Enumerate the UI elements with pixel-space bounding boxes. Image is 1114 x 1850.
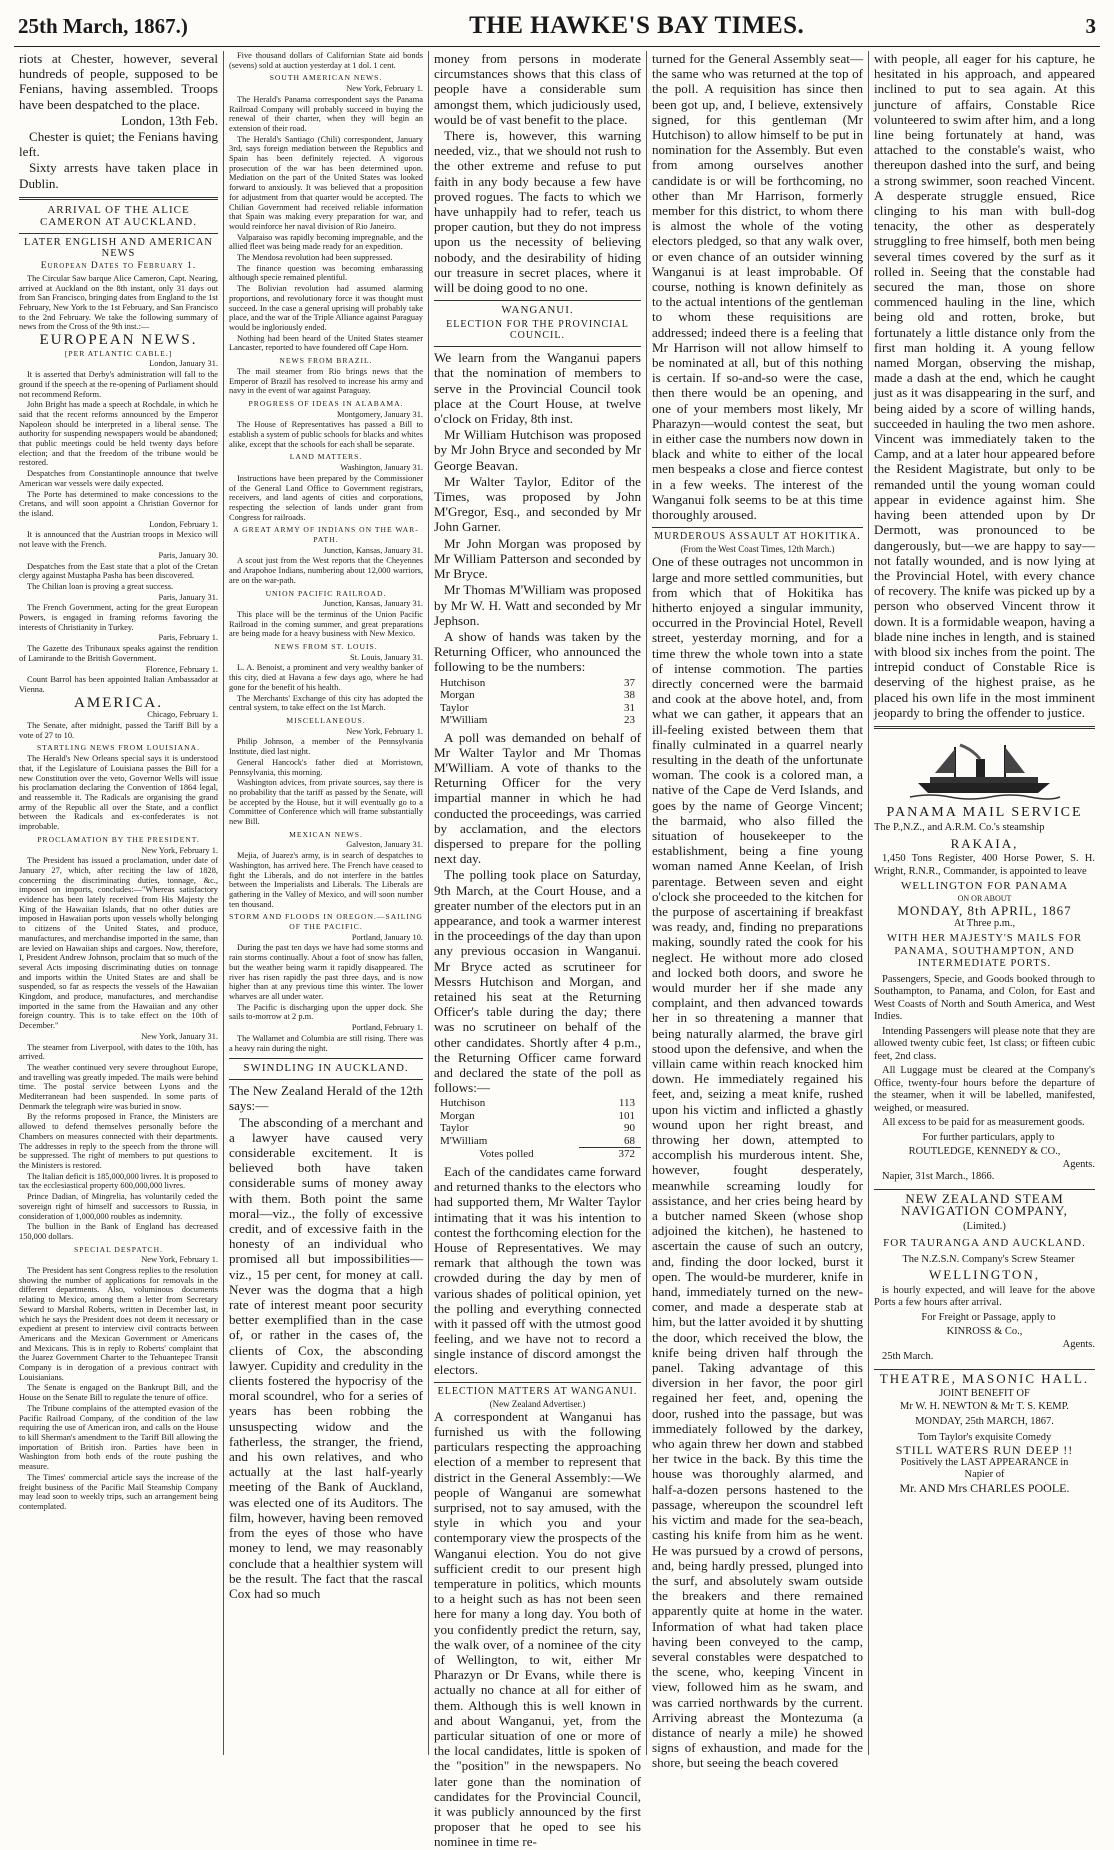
paragraph: The Senate, after midnight, passed the Tariff Bill by a vote of 27 to 10. bbox=[19, 721, 218, 740]
paragraph: The steamer from Liverpool, with dates to the 10th, has arrived. bbox=[19, 1042, 218, 1062]
table-row bbox=[434, 714, 641, 727]
section-subheadline: PROGRESS OF IDEAS IN ALABAMA. bbox=[248, 398, 404, 408]
paragraph: The Pacific is discharging upon the upper dock. She sails to-morrow at 2 p.m. bbox=[229, 1002, 423, 1022]
paragraph: Mr William Hutchison was proposed by Mr John Bryce and seconded by Mr George Beavan. bbox=[434, 427, 641, 473]
ad-line: The N.Z.S.N. Company's Screw Steamer bbox=[902, 1253, 1075, 1265]
ad-line: JOINT BENEFIT OF bbox=[939, 1388, 1030, 1400]
section-subheadline: NEWS FROM BRAZIL. bbox=[279, 356, 373, 366]
vote-count: 90 bbox=[624, 1122, 635, 1135]
article-headline: ARRIVAL OF THE ALICE CAMERON AT AUCKLAND. bbox=[39, 203, 197, 228]
paragraph: The polling took place on Saturday, 9th March, at the Court House, and a greater number of the electors put in an appearance, and took a warmer interest in the proceedings of the day than upon any previous occasion in Wanganui. Mr Bryce acted as scrutineer for Messrs Hutchison and Morgan, and retained his seat at the Returning Officer's table during the day; there was no scrutineer on behalf of the other candidates. Shortly after 4 p.m., the Returning Officer came forward and declared the state of the poll as follows:— bbox=[434, 867, 641, 1096]
ad-line: is hourly expected, and will leave for the above Ports a few hours after arrival. bbox=[874, 1284, 1095, 1309]
table-row bbox=[434, 677, 641, 690]
paragraph: John Bright has made a speech at Rochdale, in which he said that the recent reforms announced by the Emperor Napoleon should be interpreted in a liberal sense. The authority for suspending newspapers would be abandoned; that public meetings could be held twenty days before election; and that the freedom of the tribune would be restored. bbox=[19, 400, 218, 468]
paragraph: A poll was demanded on behalf of Mr Walter Taylor and Mr Thomas M'William. A vote of thanks to the Returning Officer for the very impartial manner in which he had conducted the proceedings, was carried by acclamation, and the electors dispersed to prepare for the polling next day. bbox=[434, 729, 641, 867]
divider bbox=[434, 1382, 641, 1383]
paragraph: L. A. Benoist, a prominent and very wealthy banker of this city, died at Havana a few days ago, where he had gone for the benefit of his health. bbox=[229, 663, 423, 692]
dateline: Washington, January 31. bbox=[340, 463, 423, 473]
section-subheadline: SPECIAL DESPATCH. bbox=[73, 1244, 164, 1254]
agent-name: KINROSS & Co., bbox=[946, 1326, 1023, 1338]
paragraph: This place will be the terminus of the Union Pacific Railroad in the coming summer, and great preparations are being made for a heavy business with New Mexico. bbox=[229, 609, 423, 639]
ad-line: Mr W. H. NEWTON & Mr T. S. KEMP. bbox=[900, 1400, 1069, 1412]
paragraph: Chester is quiet; the Fenians having left. bbox=[19, 129, 218, 160]
section-subheadline: A GREAT ARMY OF INDIANS ON THE WAR-PATH. bbox=[233, 525, 419, 545]
dateline: St. Louis, January 31. bbox=[349, 652, 423, 662]
table-row bbox=[434, 1097, 641, 1110]
dateline: Portland, January 10. bbox=[351, 932, 423, 942]
ad-line: All excess to be paid for as measurement goods. bbox=[882, 1117, 1085, 1129]
ad-headline: THEATRE, MASONIC HALL. bbox=[879, 1370, 1090, 1386]
paragraph: The absconding of a merchant and a lawyer have caused very considerable excitement. It is believed both have taken considerable sums of money away with them. Both point the same moral—viz., the folly of excessive credit, and of excessive faith in the honesty of an individual who promised all but impossibilities—viz., 15 per cent, for money at call. Never was the dogma that a high rate of interest meant poor security better exemplified than in the case of, or rather in the cases of, the clients of Cox, the absconding lawyer. Cupidity and credulity in the clients fostered the hypocrisy of the moral scoundrel, who for a series of years has been robbing the unsuspecting widow and the fatherless, the stranger, the friend, and his own relatives, and who actually at the last half-yearly meeting of the Bank of Auckland, was elected one of its Auditors. The film, however, having been removed from the eyes of those who have money to lend, we may reasonably conclude that a healthier system will be the result. The fact that the rascal Cox had so much bbox=[229, 1114, 423, 1601]
ad-line: 1,450 Tons Register, 400 Horse Power, S. H. Wright, R.N.R., Commander, is appointed to leave bbox=[874, 853, 1095, 877]
section-headline: AMERICA. bbox=[74, 694, 163, 711]
paragraph: The Porte has determined to make concessions to the Cretans, and will soon appoint a Christian Governor for the island. bbox=[19, 489, 218, 518]
paragraph: with people, all eager for his capture, he hesitated in his approach, and appeared inclined to put to sea again. At this juncture of affairs, Constable Rice volunteered to swim after him, and a long line being fortunately at hand, was attached to the constable's waist, who thereupon dashed into the surf, and being a strong swimmer, soon reached Vincent. A desperate struggle ensued, Rice clinging to his man with bull-dog tenacity, the other as desperately struggling to free himself, both men being several times covered by the surf as it rolled in. Seeing that the constable had secured the man, those on shore commenced hauling in the line, which being old and rotten, broke, but fortunately a little distance only from the first man holding it. A young fellow named Morgan, observing the mishap, made a dash at the end, which he caught just as it was disappearing in the surf, and being aided by a score of willing hands, succeeded in hauling the two men ashore. Vincent was immediately taken to the Camp, and at a later hour appeared before the Resident Magistrate, but only to be remanded until the young woman could appear in evidence against him. She having been attended upon by Dr Dermott, was pronounced to be dangerously, but—we are happy to say—not fatally wounded, and is now lying at the Provincial Hotel, with every chance of recovery. The knife was picked up by a person who observed Vincent throw it down. It is a formidable weapon, having a blade nine inches in length, and is stained with blood six inches from the point. The intrepid conduct of Constable Rice is deserving of the highest praise, as he placed his own life in the most imminent jeopardy to bring the offender to justice. bbox=[874, 51, 1095, 720]
nz-steam-ad bbox=[874, 1190, 1095, 1364]
ad-line: (Limited.) bbox=[963, 1220, 1006, 1232]
article-headline: ELECTION MATTERS AT WANGANUI. bbox=[437, 1385, 638, 1397]
paragraph: The weather continued very severe throughout Europe, and travelling was greatly impeded. The mails were behind time. The postal service between Lyons and the Mediterranean had been suspended. In some parts of Denmark the telegraph wire was buried in snow. bbox=[19, 1062, 218, 1111]
ad-line: Agents. bbox=[1062, 1338, 1095, 1350]
paragraph: The Senate is engaged on the Bankrupt Bill, and the House on the Senate Bill to regulate the tenure of office. bbox=[19, 1383, 218, 1403]
masthead bbox=[14, 12, 1100, 47]
candidate-name: Morgan bbox=[440, 689, 475, 702]
ad-line: WITH HER MAJESTY'S MAILS FOR PANAMA, SOUTHAMPTON, AND INTERMEDIATE PORTS. bbox=[887, 933, 1082, 970]
dateline: Galveston, January 31. bbox=[346, 840, 423, 850]
paragraph: By the reforms proposed in France, the Ministers are allowed to defend themselves personally before the Chambers on measures connected with their departments. The addresses in reply to the speech from the throne will be suppressed. The right of members to put questions to the Ministers is restored. bbox=[19, 1112, 218, 1170]
ad-line: At Three p.m., bbox=[953, 917, 1016, 929]
paragraph: Mr Walter Taylor, Editor of the Times, was proposed by John M'Gregor, Esq., and seconded by Mr John Garner. bbox=[434, 473, 641, 535]
divider bbox=[874, 1369, 1095, 1370]
divider bbox=[652, 527, 863, 528]
ad-headline: NEW ZEALAND STEAM NAVIGATION COMPANY, bbox=[901, 1190, 1068, 1219]
table-row bbox=[434, 689, 641, 702]
paragraph: Mr John Morgan was proposed by Mr William Patterson and seconded by Mr Bryce. bbox=[434, 535, 641, 582]
steamship-icon bbox=[910, 739, 1060, 801]
paragraph: The Tribune complains of the attempted evasion of the Pacific Railroad Company, of the condition of the law requiring the use of American iron, and calls on the House to kill Sherman's amendment to the Tariff Bill allowing the importation of British iron. Parties have been in Washington from both ends of the route pushing the measure. bbox=[19, 1403, 218, 1472]
dateline: Paris, January 30. bbox=[158, 550, 218, 560]
total-votes: 372 bbox=[579, 1148, 641, 1161]
table-row bbox=[434, 1148, 641, 1161]
vote-count: 37 bbox=[624, 676, 635, 689]
divider bbox=[19, 233, 218, 234]
article-headline: SWINDLING IN AUCKLAND. bbox=[243, 1062, 409, 1075]
paragraph: There is, however, this warning needed, viz., that we should not rush to the other extreme and refuse to put faith in any body because a few have proved rogues. The facts to which we have unhappily had to refer, teach us proper caution, but they do not impress upon us the necessity of believing nobody, and the desirability of hiding our treasure in secret places, where it will be doing good to no one. bbox=[434, 128, 641, 296]
article-subheadline: European Dates to February 1. bbox=[40, 260, 197, 271]
table-row bbox=[434, 1110, 641, 1123]
paragraph: Nothing had been heard of the United States steamer Lancaster, reported to have foundered off Cape Horn. bbox=[229, 333, 423, 353]
dateline: Portland, February 1. bbox=[351, 1023, 423, 1033]
article-subheadline: LATER ENGLISH AND AMERICAN NEWS bbox=[23, 236, 214, 259]
paragraph: Five thousand dollars of Californian State aid bonds (sevens) sold at auction yesterday at 1 dol. 1 cent. bbox=[229, 51, 423, 70]
vote-count: 68 bbox=[624, 1134, 635, 1147]
ship-name: RAKAIA, bbox=[950, 835, 1019, 851]
divider bbox=[874, 1189, 1095, 1190]
dateline: Junction, Kansas, January 31. bbox=[323, 545, 423, 555]
paragraph: The Herald's Santiago (Chili) correspondent, January 3rd, says foreign mediation between the Republics and Spain has been definitely rejected. A vigorous prosecution of the war has been determined upon. Mediation on the part of the United States was looked forward to anxiously. It was believed that a proposition for adjustment from that quarter would be accepted. The Chilian Government had received reliable information that Spain was making every preparation for war, and would reinforce her naval division of Rio Janeiro. bbox=[229, 134, 423, 231]
vote-count: 38 bbox=[624, 689, 635, 702]
divider bbox=[229, 1058, 423, 1059]
paragraph: The Gazette des Tribunaux speaks against the rendition of Lamirande to the British Government. bbox=[19, 644, 218, 663]
dateline: London, January 31. bbox=[149, 359, 218, 369]
paragraph: The President has issued a proclamation, under date of January 27, which, after reciting the law of 1828, concerning the discriminating duties, tonnage, &c., imposed on imports, concludes:—"Whereas satisfactory evidence has been lately received from His Majesty the King of the Hawaiian Islands, that no other duties are imposed in Hawaiian ports upon vessels wholly belonging to citizens of the United States, and produce, manufactures, and merchandise imported in the same, than are levied on Hawaiian ships and cargoes. Now, therefore, I, President Andrew Johnson, proclaim that so much of the several Acts imposing discriminating duties on tonnage and imports within the United States are and shall be suspended, so far as respects the vessels of the Hawaiian Kingdom, and produce, manufactures, and merchandise imported in the same from the Hawaiian and any other foreign country. This is to take effect on the 10th of December." bbox=[19, 856, 218, 1031]
table-row bbox=[434, 702, 641, 715]
page-number: 3 bbox=[1085, 14, 1096, 38]
divider bbox=[19, 197, 218, 200]
dateline: New York, February 1. bbox=[141, 845, 218, 855]
dateline: Montgomery, January 31. bbox=[337, 409, 423, 419]
section-subheadline: SOUTH AMERICAN NEWS. bbox=[269, 73, 383, 83]
paragraph: turned for the General Assembly seat—the same who was returned at the top of the poll. A requisition has since then been got up, and, I believe, extensively signed, for this gentleman (Mr Hutchison) to allow himself to be put in nomination for the Assembly. But even from among ourselves another candidate is or will be forthcoming, no other than Mr Harrison, formerly member for this district, to whom there is almost the whole of the voting electors pledged, so that any walk over, or even chance of an outsider winning Wanganui is at least improbable. Of course, nothing is known definitely as to the actual intentions of the gentleman to whom these requisitions are addressed; indeed there is a feeling that Mr Harrison will not allow himself to be nominated at all, but of this nothing is certain. If so-and-so were the case, then there would be an opening, and one of your members most likely, Mr Pharazyn—would contest the seat, but in either case the numbers now down in black and white to either of the local men bespeaks a close and fierce contest in a few weeks. The interest of the Wanganui folk seems to be at this time thoroughly aroused. bbox=[652, 51, 863, 523]
divider bbox=[874, 726, 1095, 729]
column-4 bbox=[647, 51, 869, 1771]
dateline: New York, January 31. bbox=[141, 1031, 218, 1041]
dateline: Paris, January 31. bbox=[158, 592, 218, 602]
paragraph: The Times' commercial article says the increase of the freight business of the Pacific Mail Steamship Company may lead soon to weekly trips, such an arrangement being contemplated. bbox=[19, 1472, 218, 1511]
paragraph: A scout just from the West reports that the Cheyennes and Arapohoe Indians, numbering about 12,000 warriors, are on the war-path. bbox=[229, 556, 423, 585]
paragraph: The mail steamer from Rio brings news that the Emperor of Brazil has resolved to increase his army and navy in the event of war against Paraguay. bbox=[229, 366, 423, 396]
column-2 bbox=[224, 51, 429, 1755]
paragraph: The Circular Saw barque Alice Cameron, Capt. Nearing, arrived at Auckland on the 8th instant, only 31 days out from San Francisco, bringing dates from England to the 1st February, New York to the 1st February, and San Francisco to the 2nd February. We take the following summary of news from the Cross of the 9th inst.:— bbox=[19, 273, 218, 332]
ad-line: For further particulars, apply to bbox=[922, 1131, 1055, 1143]
dateline: Paris, February 1. bbox=[158, 633, 218, 643]
total-label: Votes polled bbox=[479, 1148, 534, 1161]
dateline: New York, February 1. bbox=[346, 726, 423, 736]
dateline: Junction, Kansas, January 31. bbox=[323, 599, 423, 609]
dateline: Chicago, February 1. bbox=[147, 710, 218, 720]
paragraph: The French Government, acting for the great European Powers, is engaged in framing reforms favoring the interests of Christianity in Turkey. bbox=[19, 603, 218, 632]
paragraph: money from persons in moderate circumstances shows that this class of people have a considerable sum amongst them, which judiciously used, would be of vast benefit to the place. bbox=[434, 51, 641, 127]
paragraph: The Herald's Panama correspondent says the Panama Railroad Company will probably succeed in buying the renewal of their charter, when they will begin an extension of their road. bbox=[229, 94, 423, 133]
ad-line: Intending Passengers will please note that they are allowed twenty cubic feet, 1st class; or fifteen cubic feet, 2nd class. bbox=[874, 1025, 1095, 1062]
paragraph: Prince Dadian, of Mingrelia, has voluntarily ceded the sovereign right of himself and successors to Russia, in consideration of 1,000,000 roubles as indemnity. bbox=[19, 1192, 218, 1221]
divider bbox=[434, 300, 641, 301]
table-row bbox=[434, 1122, 641, 1135]
ad-line: Agents. bbox=[1062, 1158, 1095, 1170]
ad-line: FOR TAURANGA AND AUCKLAND. bbox=[883, 1237, 1086, 1250]
candidate-name: M'William bbox=[440, 1135, 488, 1148]
ad-line: For Freight or Passage, apply to bbox=[921, 1311, 1056, 1323]
vote-count: 113 bbox=[618, 1097, 635, 1110]
section-headline: EUROPEAN NEWS. bbox=[39, 332, 198, 349]
paragraph: Washington advices, from private sources, say there is no probability that the tariff as passed by the Senate, will be accepted by the House, but it will eventually go to a Committee of Conference which will frame substantially new Bill. bbox=[229, 778, 423, 827]
agent-name: ROUTLEDGE, KENNEDY & CO., bbox=[908, 1146, 1061, 1158]
ad-line: Napier of bbox=[964, 1469, 1005, 1481]
newspaper-title: THE HAWKE'S BAY TIMES. bbox=[469, 12, 805, 39]
ad-line: The P.,N.Z., and A.R.M. Co.'s steamship bbox=[874, 822, 1045, 834]
dateline: New York, February 1. bbox=[346, 84, 423, 94]
paragraph: Count Barrol has been appointed Italian Ambassador at Vienna. bbox=[19, 675, 218, 694]
paragraph: The Chilian loan is proving a great success. bbox=[27, 581, 174, 591]
table-row bbox=[434, 1135, 641, 1148]
ad-line: WELLINGTON FOR PANAMA bbox=[900, 880, 1069, 893]
section-subheadline: STORM AND FLOODS IN OREGON.—SAILING OF THE PACIFIC. bbox=[229, 912, 423, 932]
paragraph: Valparaiso was rapidly becoming impregnable, and the allied fleet was being made ready for an expedition. bbox=[229, 232, 423, 252]
show-of-hands-table bbox=[434, 677, 641, 727]
candidate-name: Morgan bbox=[440, 1109, 475, 1122]
section-subheadline: STARTLING NEWS FROM LOUISIANA. bbox=[36, 743, 201, 753]
issue-date: 25th March, 1867.) bbox=[18, 14, 188, 38]
paragraph: Despatches from Constantinople announce that twelve American war vessels were daily expected. bbox=[19, 469, 218, 488]
paragraph: Philip Johnson, a member of the Pennsylvania Institute, died last night. bbox=[229, 737, 423, 757]
paragraph: The Italian deficit is 185,000,000 livres. It is proposed to tax the ecclesiastical property 600,000,000 livres. bbox=[19, 1171, 218, 1191]
paragraph: Sixty arrests have taken place in Dublin. bbox=[19, 160, 218, 191]
vote-count: 31 bbox=[624, 701, 635, 714]
ad-line: Passengers, Specie, and Goods booked through to Southampton, to Panama, and Colon, for East and West Coasts of North and South America, and West Indies. bbox=[874, 973, 1095, 1023]
paragraph: Despatches from the East state that a plot of the Cretan clergy against Mustapha Pasha has been discovered. bbox=[19, 561, 218, 581]
paragraph: It is announced that the Austrian troops in Mexico will not leave with the French. bbox=[19, 530, 218, 550]
ship-name: WELLINGTON, bbox=[929, 1267, 1040, 1283]
paragraph: One of these outrages not uncommon in large and more settled communities, but from which that of Hokitika has hitherto enjoyed a singular immunity, occurred in the Provincial Hotel, Revell street, yesterday morning, and for a time threw the whole town into a state of intense commotion. The parties directly concerned were the barmaid and cook at the above hotel, and, from what we can gather, it appears that an ill-feeling existed between them that finally culminated in a quarrel nearly resulting in the death of the unfortunate woman. The cook is a colored man, a native of the Cape de Verd Islands, and goes by the name of George Vincent; the barmaid, who also filled the situation of housekeeper to the establishment, being a fine young woman named Anne Keelan, of Irish parentage. Between seven and eight o'clock she proceeded to the kitchen for the purpose of ascertaining if breakfast was ready, and, finding no preparations making, soundly rated the cook for his neglect. He without more ado closed and locked both doors, and swore he would murder her if she made any complaint, and then advanced towards her in so threatening a manner that being naturally alarmed, the brave girl stood upon the defensive, and when the villain came within reach knocked him down. He immediately regained his feet, and, seizing a meat knife, rushed upon his victim and inflicted a ghastly wound upon her right breast, and throwing her down, attempted to accomplish his murderous intent. She, however, fought desperately, meanwhile screaming loudly for assistance, and her cries being heard by a butcher named Skeen (whose shop adjoined the kitchen), he hastened to ascertain the cause of such an outcry, and, finding the door locked, burst it open. The would-be murderer, knife in hand, immediately turned on the new-comer, and made a desperate stab at him, but the latter avoided it by shutting the door, which received the blow, the knife being driven half through the panel. Taking advantage of this diversion in her favor, the poor girl regained her feet, and, opening the door, rushed into the passage, but was immediately followed by the darkey, who again threw her down and stabbed her twice in the back. By this time the house was thoroughly alarmed, and half-a-dozen persons hastened to the passage, whereupon the scoundrel left his victim and made for the sea-beach, casting his knife from him as he went. He was pursued by a crowd of persons, and, being hardly pressed, plunged into the surf, and absolutely swam outside the breakers and there remained apparently quite at home in the water. Information of what had taken place having been conveyed to the camp, several constables were despatched to the scene, who, keeping Vincent in view, followed him as he swam, and was carried northwards by the current. Arriving abreast the Montezuma (a distance of nearly a mile) he showed signs of exhaustion, and made for the shore, but seeing the beach covered bbox=[652, 554, 863, 1771]
columns bbox=[14, 51, 1100, 1850]
ad-date: MONDAY, 8th APRIL, 1867 bbox=[897, 903, 1072, 919]
paragraph: The New Zealand Herald of the 12th says:— bbox=[229, 1083, 423, 1114]
article-source: (From the West Coast Times, 12th March.) bbox=[680, 544, 835, 555]
candidate-name: Hutchison bbox=[440, 676, 486, 689]
column-1 bbox=[14, 51, 224, 1755]
paragraph: The Herald's New Orleans special says it is understood that, if the Legislature of Louisiana passes the Bill for a new Constitution over the veto, Governor Wells will issue his proclamation declaring the Convention of 1864 legal, and reassemble it. The Radicals are organising the grand army of the Republic all over the State, and a conflict between the Radicals and ex-confederates is not improbable. bbox=[19, 754, 218, 832]
dateline: London, 13th Feb. bbox=[121, 112, 218, 128]
candidate-name: Hutchison bbox=[440, 1097, 486, 1110]
article-subheadline: ELECTION FOR THE PROVINCIAL COUNCIL. bbox=[446, 319, 629, 342]
paragraph: A correspondent at Wanganui has furnished us with the following particulars respecting the approaching election of a member to represent that district in the General Assembly:—We people of Wanganui are somewhat surprised, not to say amused, with the style in which you and your contemporary view the prospects of the Wanganui election. You do not give sufficient credit to our present high temperature in politics, which mounts to a height such as has not been seen here for many a long day. You both of you confidently predict the return, say, the walk over, of a nominee of the city of Wellington, to wit, either Mr Pharazyn or Dr Evans, while there is actually no chance at all for either of them. Although this is well known in and about Wanganui, yet, from the particular situation of one or more of the local candidates, little is spoken of the "position" in the newspapers. No later gone than the nomination of candidates for the Provincial Council, it was publicly announced by the first proposer that he oped to see his nominee in time re- bbox=[434, 1408, 641, 1850]
ad-line: Mr. AND Mrs CHARLES POOLE. bbox=[899, 1480, 1070, 1495]
paragraph: A show of hands was taken by the Returning Officer, who announced the following to be the numbers: bbox=[434, 628, 641, 675]
paragraph: General Hancock's father died at Morristown, Pennsylvania, this morning. bbox=[229, 757, 423, 777]
paragraph: Mr Thomas M'William was proposed by Mr W. H. Watt and seconded by Mr Jephson. bbox=[434, 582, 641, 628]
divider bbox=[434, 346, 641, 347]
ad-line: 25th March. bbox=[882, 1351, 934, 1363]
paragraph: Instructions have been prepared by the Commissioner of the General Land Office to Government registrars, receivers, and land agents of cities and corporations, respecting the selection of lands under grant from Congress for railroads. bbox=[229, 473, 423, 522]
dateline: Florence, February 1. bbox=[145, 664, 218, 674]
article-headline: WANGANUI. bbox=[501, 304, 574, 317]
paragraph: The President has sent Congress replies to the resolution showing the number of applications for removals in the different departments. Also, voluminous documents relating to Mexico, among them a letter from Secretary Seward to Marshal Roberts, written in December last, in which he says the President does not deem it necessary or expedient at present to interview civil contracts between Americans and the Mexican Government or Americans and Mexicans. This is in reply to Roberts' complaint that the Juarez Government Charter to the Tehuantepec Transit Company is in derogation of a previous contract with Louisianians. bbox=[19, 1266, 218, 1382]
column-3 bbox=[429, 51, 647, 1850]
poll-results-table bbox=[434, 1097, 641, 1161]
section-subheadline: MEXICAN NEWS. bbox=[289, 829, 363, 839]
ad-line: STILL WATERS RUN DEEP !! bbox=[895, 1443, 1074, 1458]
paragraph: During the past ten days we have had some storms and rain storms continually. About a foot of snow has fallen, but the weather being warm it rapidly disappeared. The river has risen rapidly the past three days, and is now higher than at any previous time this winter. The lower wharves are all under water. bbox=[229, 943, 423, 1001]
theatre-ad bbox=[874, 1370, 1095, 1495]
paragraph: The Bolivian revolution had assumed alarming proportions, and revolutionary force it was thought must succeed. In the case a general uprising will probably take place, and the war of the Triple Alliance against Paraguay would be ingloriously ended. bbox=[229, 284, 423, 332]
paragraph: The finance question was becoming embarassing although specie remained plentiful. bbox=[229, 263, 423, 283]
article-source: (New Zealand Advertiser.) bbox=[489, 1398, 586, 1409]
section-subheadline: MISCELLANEOUS. bbox=[286, 716, 366, 725]
paragraph: We learn from the Wanganui papers that the nomination of members to serve in the Provincial Council took place at the Court House, at twelve o'clock on Friday, 8th inst. bbox=[434, 350, 641, 427]
candidate-name: M'William bbox=[440, 714, 488, 727]
candidate-name: Taylor bbox=[440, 701, 469, 714]
ad-line: Tom Taylor's exquisite Comedy bbox=[917, 1431, 1052, 1443]
paragraph: riots at Chester, however, several hundreds of people, supposed to be Fenians, having assembled. Troops have been despatched to the place. bbox=[19, 51, 218, 112]
paragraph: It is asserted that Derby's administration will fall to the ground if the speech at the re-opening of Parliament should not recommend Reform. bbox=[19, 370, 218, 399]
dateline: London, February 1. bbox=[149, 519, 218, 529]
candidate-name: Taylor bbox=[440, 1122, 469, 1135]
paragraph: Each of the candidates came forward and returned thanks to the electors who had supported them, Mr Walter Taylor intimating that it was his intention to contest the forthcoming election for the House of Representatives. We may remark that although the town was crowded during the day by men of various shades of political opinion, yet the polling and everything connected with it passed off with the utmost good feeling, and we have not to record a single instance of discord amongst the electors. bbox=[434, 1163, 641, 1377]
paragraph: The bullion in the Bank of England has decreased 150,000 dollars. bbox=[19, 1222, 218, 1241]
article-headline: MURDEROUS ASSAULT AT HOKITIKA. bbox=[654, 531, 861, 543]
vote-count: 23 bbox=[624, 714, 635, 727]
paragraph: Mejia, of Juarez's army, is in search of despatches to Washington, has arrived here. The French have ceased to fight the Liberals, and do not interfere in the battles between the Imperialists and Liberals. The Liberals are gathering in the Valley of Mexico, and will soon number ten thousand. bbox=[229, 851, 423, 909]
vote-count: 101 bbox=[618, 1109, 635, 1122]
ad-line: All Luggage must be cleared at the Company's Office, twenty-four hours before the departure of the steamer, when it will be labelled, manifested, weighed, or measured. bbox=[874, 1065, 1095, 1114]
section-subheadline: UNION PACIFIC RAILROAD. bbox=[265, 588, 387, 598]
ad-headline: PANAMA MAIL SERVICE bbox=[886, 804, 1083, 820]
divider bbox=[229, 1079, 423, 1080]
paragraph: The Merchants' Exchange of this city has adopted the central system, to take effect on the 1st March. bbox=[229, 693, 423, 713]
dateline: New York, February 1. bbox=[141, 1255, 218, 1265]
section-subheadline: LAND MATTERS. bbox=[289, 452, 363, 462]
column-5 bbox=[869, 51, 1100, 1755]
section-subheadline: NEWS FROM ST. LOUIS. bbox=[274, 642, 378, 652]
paragraph: The Wallamet and Columbia are still rising. There was a heavy rain during the night. bbox=[229, 1033, 423, 1053]
paragraph: The House of Representatives has passed a Bill to establish a system of public schools for blacks and whites alike, except that the schools for each shall be separate. bbox=[229, 420, 423, 449]
ad-date: MONDAY, 25th MARCH, 1867. bbox=[915, 1416, 1054, 1428]
ad-line: Napier, 31st March., 1866. bbox=[882, 1171, 995, 1183]
ad-line: Positively the LAST APPEARANCE in bbox=[900, 1456, 1069, 1468]
ad-line: ON OR ABOUT bbox=[957, 893, 1012, 903]
panama-mail-ad bbox=[874, 804, 1095, 1184]
section-subheadline: PROCLAMATION BY THE PRESIDENT. bbox=[37, 834, 200, 844]
section-subheadline: [PER ATLANTIC CABLE.] bbox=[64, 348, 173, 358]
paragraph: The Mendosa revolution had been suppressed. bbox=[237, 253, 393, 263]
